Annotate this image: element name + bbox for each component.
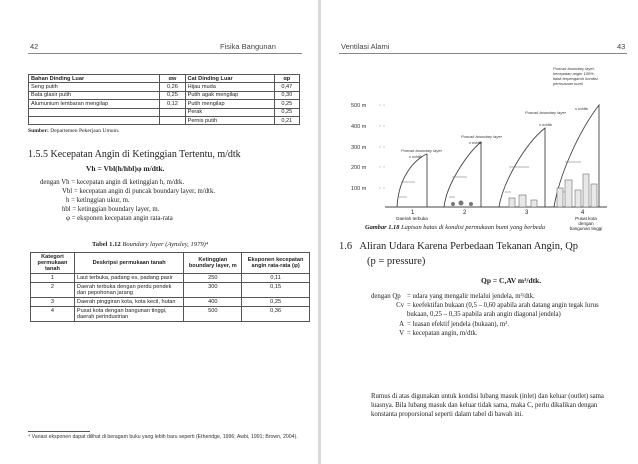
running-title: Ventilasi Alami	[341, 42, 390, 51]
section-subtitle: (p = pressure)	[367, 256, 426, 267]
table-row	[31, 307, 310, 322]
table-cell: Daerah terbuka dengan perdu pendek dan pepohonan jarang	[74, 283, 183, 298]
category-1-label: Daerah terbuka	[396, 216, 428, 221]
table-cell: 0,25	[274, 108, 299, 116]
section-heading	[339, 241, 629, 252]
figure-caption-text: Lapisan batas di kondisi permukaan bumi yang berbeda	[401, 224, 546, 231]
definition-value: = keefektifan bukaan (0,5 – 0,60 apabila arah datang angin tegak lurus bukaan, 0,25 – 0,35 apabila arah angin diagonal jendela)	[407, 302, 599, 319]
table-cell: 0,25	[274, 100, 299, 108]
table-header: Ketinggian boundary layer, m	[184, 253, 242, 274]
table-row	[29, 108, 300, 116]
section-heading: 1.5.5 Kecepatan Angin di Ketinggian Tertentu, m/dtk	[28, 149, 241, 160]
table-source	[28, 128, 119, 134]
table-cell: 0,26	[160, 83, 185, 91]
small-label: x m/dtk	[409, 154, 422, 159]
table-cell: Seng putih	[29, 83, 160, 91]
y-tick-label: 400 m	[351, 124, 367, 130]
table-cell: Putih mengilap	[185, 100, 274, 108]
boundary-layer-diagram	[349, 62, 609, 216]
small-label: x m/dtk	[539, 122, 552, 127]
small-label: Puncak boundary layer	[401, 148, 442, 153]
source-label: Sumber:	[28, 128, 49, 134]
table-cell: Alumunium lembaran mengilap	[29, 100, 160, 108]
table-caption	[92, 241, 208, 248]
definition-key: V	[399, 329, 404, 337]
definition-key: A	[399, 320, 404, 328]
wind-speed-formula: Vh = Vbl(h/hbl)φ m/dtk.	[86, 164, 165, 173]
table-cell	[29, 108, 160, 116]
table-cell: 0,12	[160, 100, 185, 108]
table-cell: Perak	[185, 108, 274, 116]
table-cell: 0,15	[242, 283, 310, 298]
top-note-line: permukaan bumi	[553, 81, 583, 86]
header-rule	[28, 53, 302, 54]
definition-value: = udara yang mengalir melalui jendela, m³/dtk.	[407, 293, 535, 300]
table-header: αp	[274, 75, 299, 83]
table-cell: 4	[31, 307, 75, 322]
top-note-line: tidak terpengaruh kondisi	[553, 76, 598, 81]
y-tick-label: 300 m	[351, 145, 367, 151]
small-label: x m/dtk	[575, 106, 588, 111]
section-title: Aliran Udara Karena Perbedaan Tekanan Angin, Qp	[359, 241, 579, 252]
definition-row	[371, 292, 607, 301]
page-number: 43	[617, 42, 626, 51]
table-row	[31, 298, 310, 307]
formula-definitions	[40, 178, 215, 223]
table-cell: 0,11	[242, 274, 310, 283]
table-cell: 1	[31, 274, 75, 283]
table-cell: 0,25	[160, 91, 185, 99]
definition-line: Vbl = kecepatan angin di puncak boundary layer, m/dtk.	[62, 188, 216, 195]
definition-value: = kecepatan angin, m/dtk.	[407, 329, 478, 337]
figure-caption	[365, 224, 545, 231]
y-tick-label: 200 m	[351, 165, 367, 171]
category-number: 1	[411, 210, 415, 216]
table-row	[31, 274, 310, 283]
table-header: Cat Dinding Luar	[185, 75, 274, 83]
equation-definitions	[371, 292, 607, 338]
y-tick-label: 100 m	[351, 186, 367, 192]
absorptance-table	[28, 74, 300, 125]
category-number: 4	[581, 210, 585, 216]
table-caption-number: Tabel 1.12	[92, 241, 121, 248]
table-cell: 0,30	[274, 91, 299, 99]
table-header: Kategori permukaan tanah	[31, 253, 75, 274]
footnote-rule	[28, 431, 90, 432]
category-number: 3	[525, 210, 529, 216]
running-title: Fisika Bangunan	[220, 42, 276, 51]
top-note-line: Puncak boundary layer,	[553, 66, 595, 71]
wind-profile-1	[397, 154, 427, 207]
body-paragraph: Rumus di atas digunakan untuk kondisi lubang masuk (inlet) dan keluar (outlet) sama luasnya. Bila lubang masuk dan keluar tidak sama, maka C, perlu dikalikan dengan konstanta proporsional seperti dalam tabel di bawah ini.	[371, 393, 604, 419]
definition-value: = luasan efektif jendela (bukaan), m².	[407, 320, 509, 328]
table-header: αw	[160, 75, 185, 83]
table-cell: 2	[31, 283, 75, 298]
header-rule	[339, 53, 627, 54]
small-label: Puncak boundary layer	[461, 134, 502, 139]
table-cell: 500	[184, 307, 242, 322]
table-row	[31, 283, 310, 298]
table-cell: 400	[184, 298, 242, 307]
table-header: Eksponen kecepatan angin rata-rata (φ)	[242, 253, 310, 274]
flow-equation: Qp = C,AV m³/dtk.	[481, 276, 542, 285]
table-cell	[29, 116, 160, 124]
definition-key: dengan Qp	[371, 293, 401, 300]
top-note	[552, 66, 599, 86]
definition-line: dengan Vh = kecepatan angin di ketinggian h, m/dtk.	[40, 179, 185, 186]
table-cell: Hijau muda	[185, 83, 274, 91]
table-cell: Bata glasir putih	[29, 91, 160, 99]
velocity-arrows	[399, 162, 581, 197]
table-cell: 300	[184, 283, 242, 298]
buildings	[509, 174, 597, 207]
figure-caption-number: Gambar 1.18	[365, 224, 400, 231]
definition-line: hbl = ketinggian boundary layer, m.	[62, 206, 160, 213]
table-row	[29, 116, 300, 124]
table-cell: 0,21	[274, 116, 299, 124]
table-cell: Daerah pinggiran kota, kota kecil, hutan	[74, 298, 183, 307]
table-cell	[160, 116, 185, 124]
table-cell	[160, 108, 185, 116]
table-cell: 0,47	[274, 83, 299, 91]
table-row	[29, 91, 300, 99]
table-cell: Laut terbuka, padang es, padang pasir	[74, 274, 183, 283]
definition-row	[371, 329, 607, 338]
trees	[451, 201, 473, 207]
small-label: x m/dtk	[469, 140, 482, 145]
page-number: 42	[30, 42, 39, 51]
definition-line: φ = eksponen kecepatan angin rata-rata	[66, 215, 173, 222]
table-cell: Putih agak mengilap	[185, 91, 274, 99]
footnote: ⁴ Variasi eksponen dapat dilihat di beragam buku yang lebih baru seperti (Etheridge, 1996; Awbi, 1991; Brown, 2004).	[28, 434, 298, 440]
table-cell: 250	[184, 274, 242, 283]
category-4-label: Pusat kota dengan bangunan tinggi	[569, 216, 603, 231]
definition-row	[371, 320, 607, 329]
category-number: 2	[463, 210, 467, 216]
table-header: Deskripsi permukaan tanah	[74, 253, 183, 274]
table-row	[29, 83, 300, 91]
table-cell: 0,36	[242, 307, 310, 322]
table-header: Bahan Dinding Luar	[29, 75, 160, 83]
gridlines	[379, 105, 385, 188]
table-cell: Pernis putih	[185, 116, 274, 124]
source-text: Departemen Pekerjaan Umum.	[50, 128, 120, 134]
table-row	[29, 100, 300, 108]
y-tick-label: 500 m	[351, 103, 367, 109]
table-caption-text: Boundary layer (Aynsley, 1979)⁴	[122, 241, 209, 248]
table-cell: 3	[31, 298, 75, 307]
section-number: 1.6	[339, 241, 353, 252]
table-cell: Pusat kota dengan bangunan tinggi, daerah perindustrian	[74, 307, 183, 322]
table-cell: 0,25	[242, 298, 310, 307]
boundary-layer-table	[30, 252, 310, 322]
small-label: Puncak boundary layer	[525, 110, 566, 115]
definition-key: Cv	[396, 302, 404, 310]
right-page	[321, 0, 638, 464]
top-note-line: kecepatan angin 100%,	[553, 71, 595, 76]
definition-row	[371, 301, 607, 319]
definition-line: h = ketinggian ukur, m.	[66, 197, 130, 204]
